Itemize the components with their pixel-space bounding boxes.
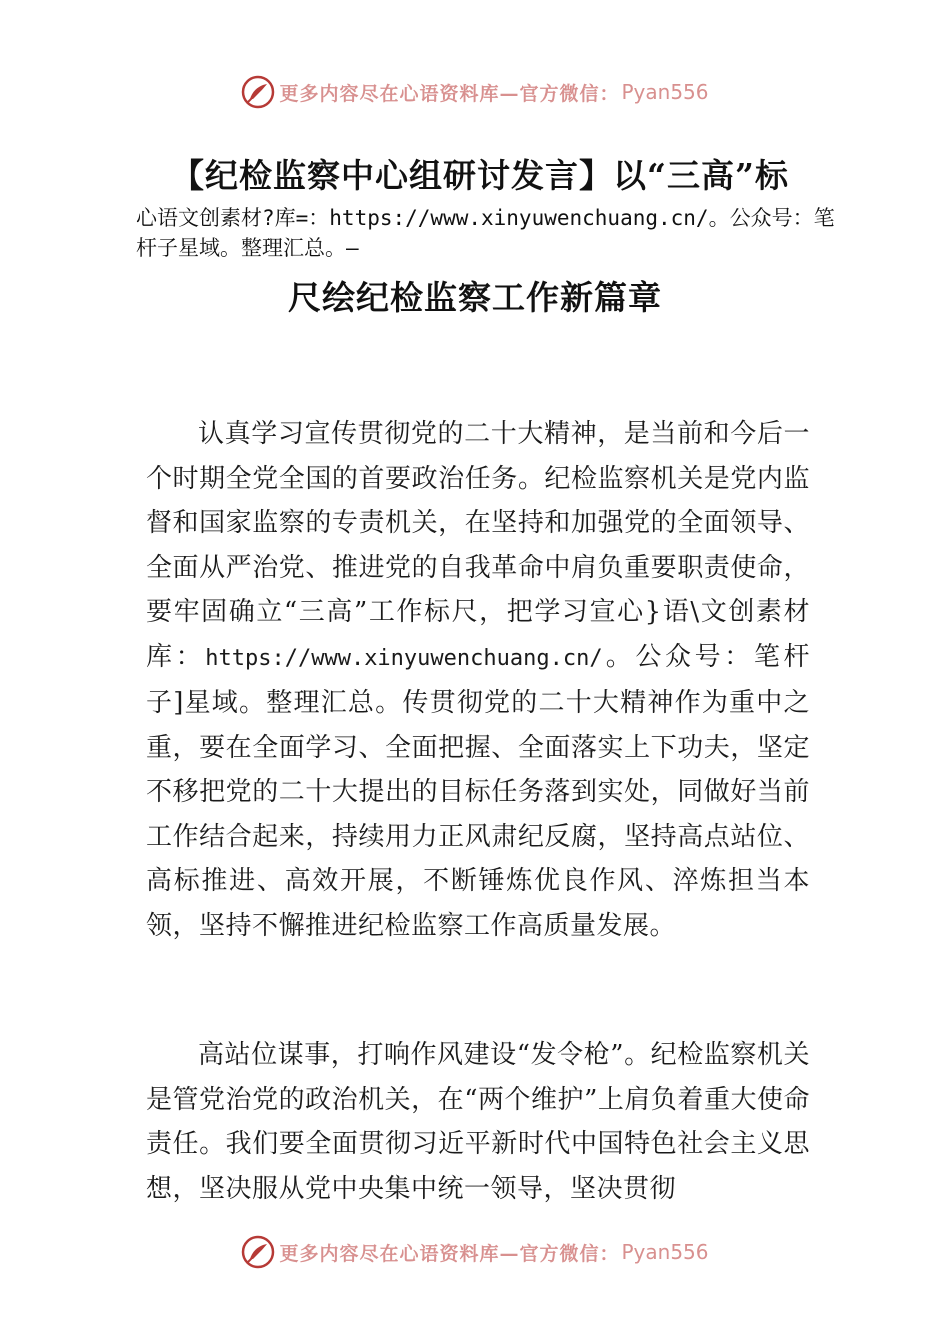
header-banner-text: 更多内容尽在心语资料库—官方微信： <box>279 82 620 105</box>
document-title-line2: 尺绘纪检监察工作新篇章 <box>288 278 662 317</box>
footer-wechat-id: Pyan556 <box>621 1240 709 1264</box>
footer-banner <box>0 1232 950 1272</box>
logo-icon <box>241 1235 275 1269</box>
header-banner <box>0 72 950 112</box>
paragraph1-url: https://www.xinyuwenchuang.cn/ <box>205 645 603 671</box>
body-paragraph-2: 高站位谋事，打响作风建设“发令枪”。纪检监察机关是管党治党的政治机关，在“两个维护”上肩负着重大使命责任。我们要全面贯彻习近平新时代中国特色社会主义思想，坚决服从党中央集中统一领导，坚决贯彻 <box>146 1040 810 1204</box>
body-paragraph-1 <box>146 412 810 948</box>
header-wechat-id: Pyan556 <box>621 80 709 104</box>
watermark-text: 心语文创素材?库=：https://www.xinyuwenchuang.cn/。公众号：笔杆子星域。整理汇总。— <box>136 206 835 260</box>
document-title-line1: 【纪检监察中心组研讨发言】以“三高”标 <box>171 156 789 195</box>
logo-icon <box>241 75 275 109</box>
paragraph1-text-b: 。公众号：笔杆子]星域。整理汇总。传贯彻党的二十大精神作为重中之重，要在全面学习、全面把握、全面落实上下功夫，坚定不移把党的二十大提出的目标任务落到实处，同做好当前工作结合起来，持续用力正风肃纪反腐，坚持高点站位、高标推进、高效开展，不断锤炼优良作风、淬炼担当本领，坚持不懈推进纪检监察工作高质量发展。 <box>146 641 810 941</box>
footer-banner-text: 更多内容尽在心语资料库—官方微信： <box>279 1242 620 1265</box>
paragraph1-text-a: 认真学习宣传贯彻党的二十大精神，是当前和今后一个时期全党全国的首要政治任务。纪检监察机关是党内监督和国家监察的专责机关，在坚持和加强党的全面领导、全面从严治党、推进党的自我革命中肩负重要职责使命，要牢固确立“三高”工作标尺，把学习宣心}语\文创素材库： <box>146 419 810 672</box>
